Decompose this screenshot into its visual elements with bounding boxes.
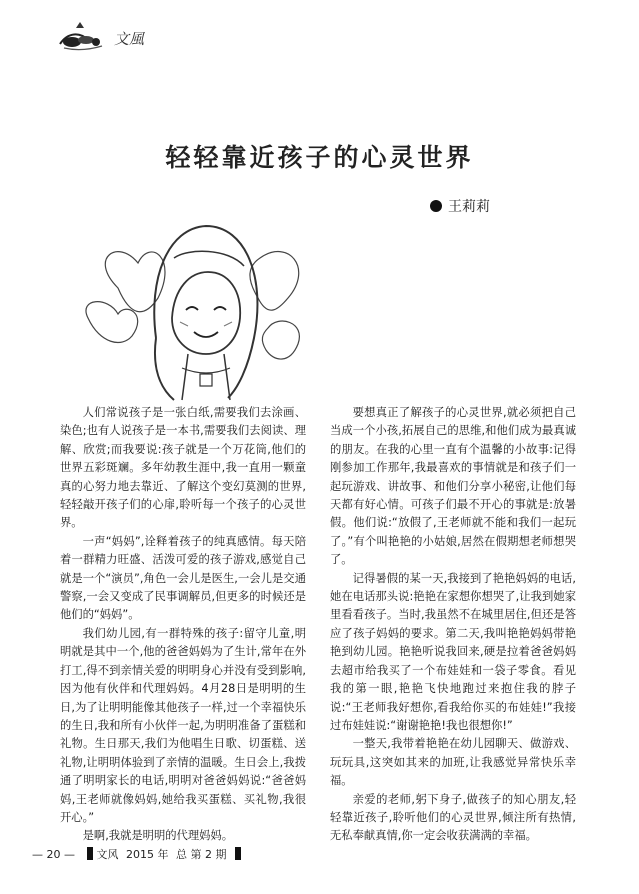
paragraph: 一整天,我带着艳艳在幼儿园聊天、做游戏、玩玩具,这突如其来的加班,让我感觉异常快乐幸福。 bbox=[330, 737, 576, 788]
left-column bbox=[60, 404, 306, 843]
paragraph: 一声“妈妈”,诠释着孩子的纯真感情。每天陪着一群精力旺盛、活泼可爱的孩子游戏,感觉自己就是一个“演员”,角色一会儿是医生,一会儿是交通警察,一会又变成了民事调解员,但更多的时候还是他们的“妈妈”。 bbox=[60, 534, 306, 622]
right-column bbox=[330, 404, 576, 843]
author-name: 王莉莉 bbox=[448, 199, 490, 215]
article-title: 轻轻靠近孩子的心灵世界 bbox=[165, 143, 474, 172]
bullet-icon bbox=[430, 200, 442, 212]
page-footer bbox=[32, 846, 245, 862]
issue-number: 总 第 2 期 bbox=[176, 848, 227, 861]
paragraph: 记得暑假的某一天,我接到了艳艳妈妈的电话,她在电话那头说:艳艳在家想你想哭了,让我到她家里看看孩子。当时,我虽然不在城里居住,但还是答应了孩子妈妈的要求。第二天,我叫艳艳妈妈带艳艳到幼儿园。艳艳听说我回来,硬是拉着爸爸妈妈去超市给我买了一个布娃娃和一袋子零食。看见我的第一眼,艳艳飞快地跑过来抱住我的脖子说:“王老师我好想你,看我给你买的布娃娃!”我接过布娃娃说:“谢谢艳艳!我也很想你!” bbox=[330, 571, 576, 732]
paragraph: 亲爱的老师,躬下身子,做孩子的知心朋友,轻轻靠近孩子,聆听他们的心灵世界,倾注所有热情,无私奉献真情,你一定会收获满满的幸福。 bbox=[330, 792, 576, 843]
paragraph: 是啊,我就是明明的代理妈妈。 bbox=[82, 829, 234, 843]
journal-name: 文风 bbox=[96, 848, 119, 861]
marker-block-icon bbox=[87, 847, 93, 860]
section-label: 文風 bbox=[114, 30, 145, 48]
author-line bbox=[430, 196, 490, 216]
paragraph: 人们常说孩子是一张白纸,需要我们去涂画、染色;也有人说孩子是一本书,需要我们去阅读、理解、欣赏;而我要说:孩子就是一个万花筒,他们的世界五彩斑斓。多年幼教生涯中,我一直用一颗童真的心努力地去靠近、了解这个变幻莫测的世界,轻轻敲开孩子们的心扉,聆听每一个孩子的心灵世界。 bbox=[60, 406, 306, 530]
magazine-header bbox=[56, 18, 196, 52]
marker-block-icon bbox=[235, 847, 241, 860]
paragraph: 要想真正了解孩子的心灵世界,就必须把自己当成一个小孩,拓展自己的思维,和他们成为最真诚的朋友。在我的心里一直有个温馨的小故事:记得刚参加工作那年,我最喜欢的事情就是和孩子们一起玩游戏、讲故事、和他们分享小秘密,让他们每天都有好心情。可孩子们最不开心的事就是:放暑假。他们说:“放假了,王老师就不能和我们一起玩了。”有个叫艳艳的小姑娘,居然在假期想老师想哭了。 bbox=[330, 406, 576, 567]
girl-sketch-illustration bbox=[78, 218, 320, 400]
ink-flower-ornament bbox=[56, 18, 108, 52]
page-number: — 20 — bbox=[32, 848, 75, 861]
paragraph: 我们幼儿园,有一群特殊的孩子:留守儿童,明明就是其中一个,他的爸爸妈妈为了生计,常年在外打工,得不到亲情关爱的明明身心并没有受到影响,因为他有伙伴和代理妈妈。4月28日是明明的生日,为了让明明能像其他孩子一样,过一个幸福快乐的生日,我和所有小伙伴一起,为明明准备了蛋糕和礼物。生日那天,我们为他唱生日歌、切蛋糕、送礼物,让明明体验到了亲情的温暖。生日会上,我拨通了明明家长的电话,明明对爸爸妈妈说:“爸爸妈妈,王老师就像妈妈,她给我买蛋糕、买礼物,我很开心。” bbox=[60, 626, 306, 824]
issue-year: 2015 年 bbox=[126, 848, 169, 861]
